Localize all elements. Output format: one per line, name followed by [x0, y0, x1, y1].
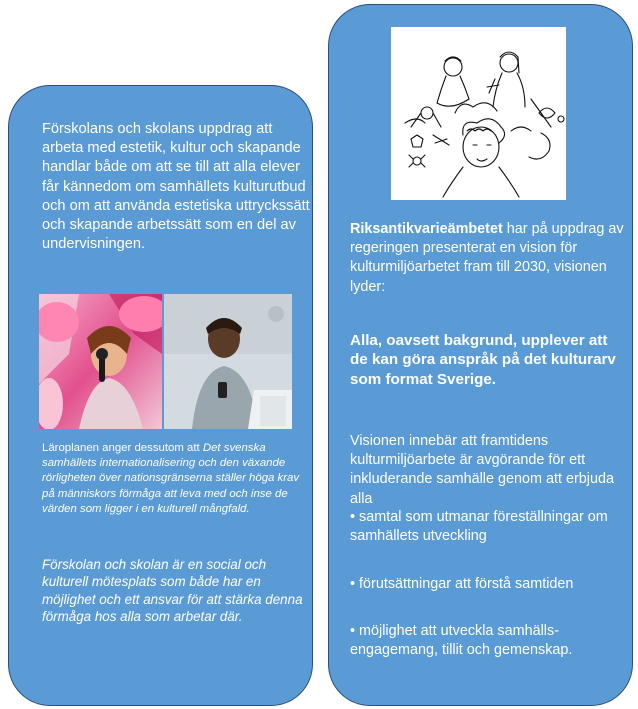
- bullet-item-3: • möjlighet att utveckla samhälls-engagemang, tillit och gemenskap.: [350, 623, 573, 659]
- curriculum-quote: [42, 441, 304, 517]
- vision-explanation: Visionen innebär att framtidens kulturmiljöarbete är avgörande för ett inkluderande samhälle genom att erbjuda alla: [350, 433, 614, 507]
- vision-statement: Alla, oavsett bakgrund, upplever att de kan göra anspråk på det kulturarv som format Sverige.: [350, 332, 616, 388]
- bullet-item-2: • förutsättningar att förstå samtiden: [350, 576, 574, 592]
- people-sketch-illustration: [391, 27, 566, 200]
- left-info-panel: [8, 85, 313, 706]
- right-info-panel: [328, 4, 633, 706]
- quote-lead: Läroplanen anger dessutom att: [42, 442, 200, 454]
- laptop-photo: [164, 294, 292, 429]
- closing-paragraph: Förskolan och skolan är en social och kulturell mötesplats som både har en möjlighet och ett ansvar för att stärka denna förmåga hos alla som arbetar där.: [42, 557, 303, 625]
- quote-body: Det svenska samhällets internationalisering och den växande rörligheten över nationsgränserna ställer höga krav på människors förmåga att leva med och inse de värden som ligger i en kulturell mångfald.: [42, 442, 300, 515]
- agency-intro: [350, 220, 626, 297]
- bullet-item-1: • samtal som utmanar föreställningar om samhällets utveckling: [350, 509, 608, 545]
- agency-intro-rest: har på uppdrag av regeringen presenterat en vision för kulturmiljöarbetet fram till 2030, visionen lyder:: [350, 221, 624, 295]
- singer-photo: [39, 294, 162, 429]
- agency-name: Riksantikvarieämbetet: [350, 221, 503, 237]
- intro-paragraph: Förskolans och skolans uppdrag att arbeta med estetik, kultur och skapande handlar både om att se till att alla elever får kännedom om samhällets kulturutbud och om att använda estetiska uttryckssätt och skapande arbetssätt som en del av undervisningen.: [42, 121, 310, 253]
